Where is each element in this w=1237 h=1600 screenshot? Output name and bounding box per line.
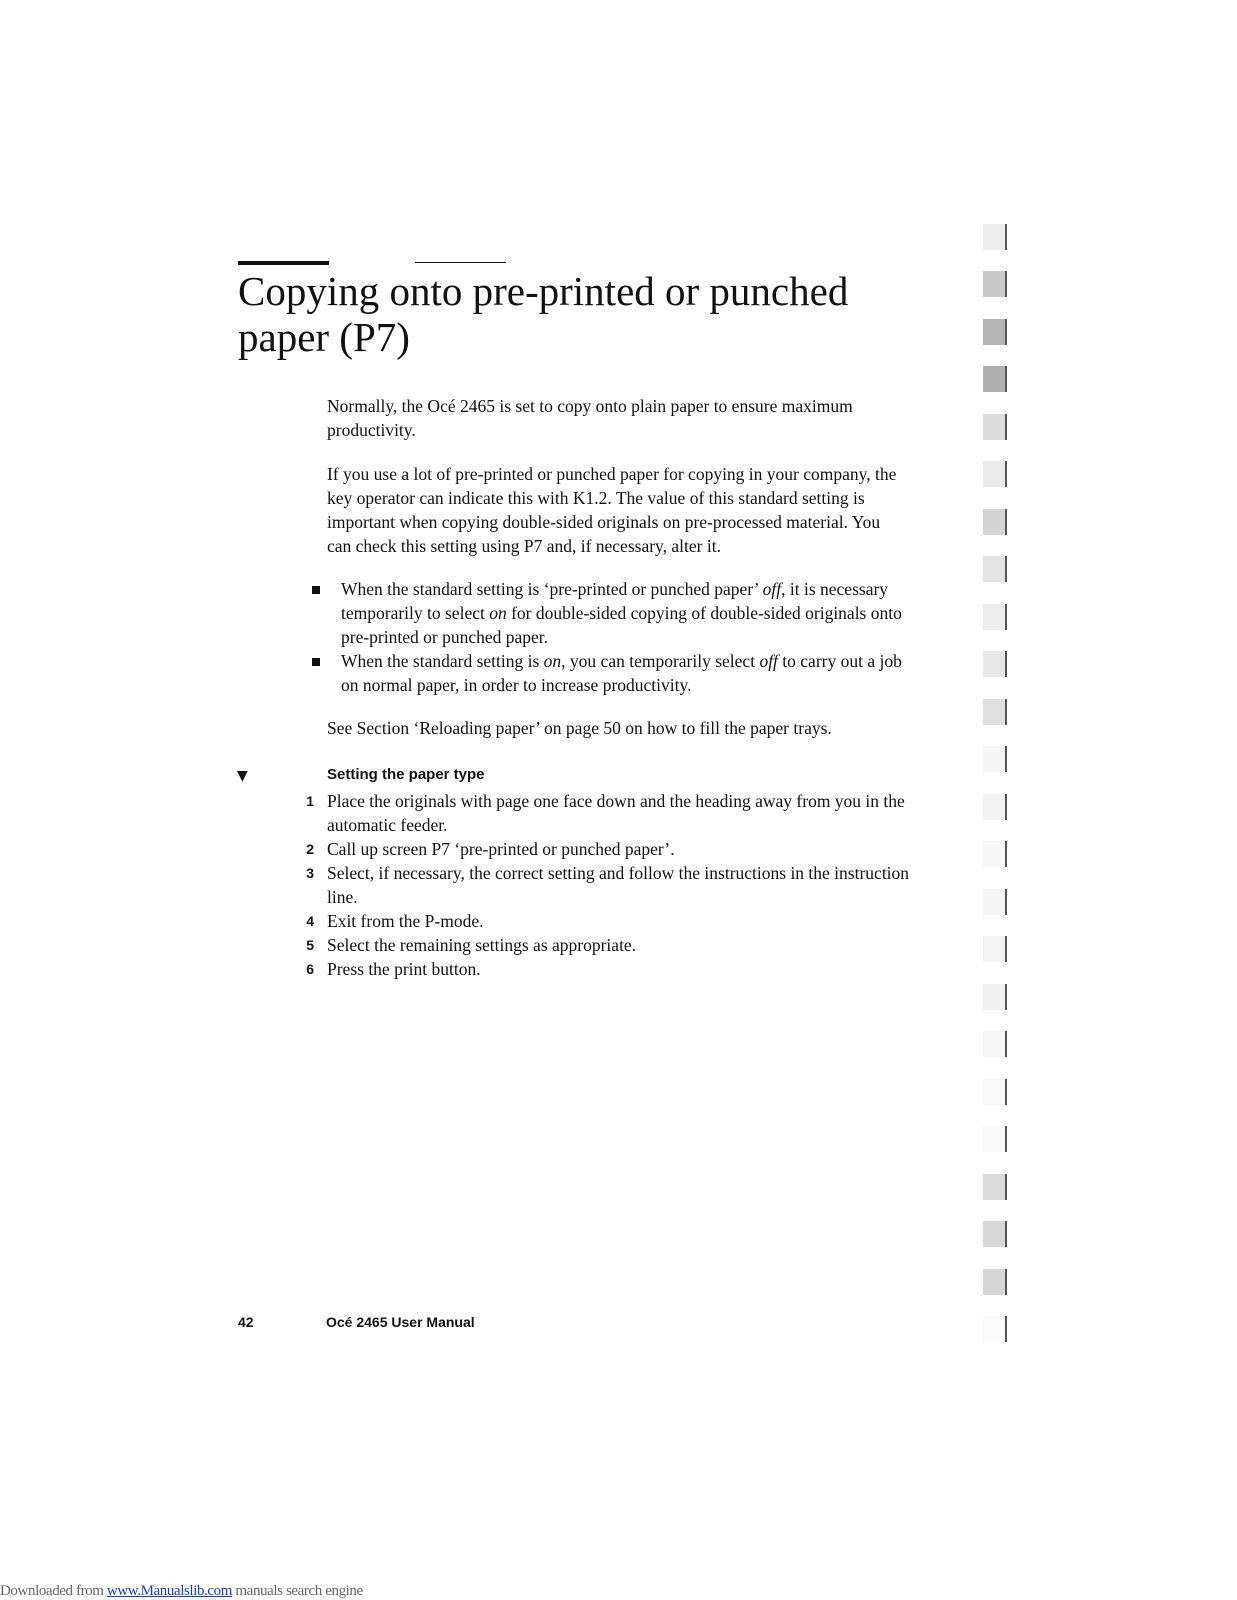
step-item [300, 789, 920, 837]
thumb-tab [983, 224, 1007, 250]
square-bullet-icon [312, 586, 320, 594]
step-item [300, 861, 920, 909]
step-text: Exit from the P-mode. [327, 911, 484, 931]
thumb-tab [983, 841, 1007, 867]
download-footer [0, 1582, 363, 1600]
key-operator-paragraph: If you use a lot of pre-printed or punched paper for copying in your company, the key operator can indicate this with K1.2. The value of this standard setting is important when copying double-sided originals on pre-processed material. You can check this setting using P7 and, if necessary, alter it. [327, 464, 897, 556]
thumb-tab [983, 604, 1007, 630]
thumb-tab [983, 1269, 1007, 1295]
thumb-tab [983, 984, 1007, 1010]
thumb-tab [983, 556, 1007, 582]
step-item [300, 957, 920, 981]
procedure-steps [300, 789, 920, 981]
bullet-text-before: When the standard setting is [341, 651, 544, 671]
thumb-tab [983, 319, 1007, 345]
download-prefix: Downloaded from [0, 1583, 107, 1599]
footer-manual-title: Océ 2465 User Manual [326, 1314, 475, 1330]
step-item [300, 933, 920, 957]
bullet-text-after: for double-sided copying of double-sided originals onto pre-printed or punched paper. [341, 603, 902, 647]
thumb-tab [983, 366, 1007, 392]
thumb-tab [983, 271, 1007, 297]
heading-rule-thin [415, 262, 506, 263]
procedure-title: Setting the paper type [327, 766, 485, 783]
bullet-list [312, 577, 912, 697]
thumb-tab [983, 936, 1007, 962]
bullet-text-before: When the standard setting is ‘pre-printed or punched paper’ [341, 579, 763, 599]
bullet-italic: off [759, 651, 778, 671]
square-bullet-icon [312, 658, 320, 666]
thumb-tab [983, 794, 1007, 820]
footer-page-number: 42 [238, 1314, 254, 1330]
thumb-tab [983, 414, 1007, 440]
manualslib-link[interactable]: www.Manualslib.com [106, 1583, 233, 1599]
bullet-item [312, 577, 912, 649]
bullet-text-middle: , you can temporarily select [561, 651, 760, 671]
thumb-tab [983, 651, 1007, 677]
step-text: Select, if necessary, the correct setting and follow the instructions in the instruction line. [327, 863, 910, 907]
step-text: Select the remaining settings as appropriate. [327, 935, 637, 955]
thumb-tab [983, 1221, 1007, 1247]
bullet-italic: on [489, 603, 507, 623]
thumb-tab [983, 1174, 1007, 1200]
step-number: 4 [306, 913, 314, 929]
thumb-tab [983, 1031, 1007, 1057]
thumb-index-tabs [983, 224, 1009, 1354]
thumb-tab [983, 699, 1007, 725]
see-section-paragraph: See Section ‘Reloading paper’ on page 50 on how to fill the paper trays. [327, 718, 832, 738]
page-title: Copying onto pre-printed or punched paper (P7) [238, 268, 849, 360]
thumb-tab [983, 1316, 1007, 1342]
step-text: Press the print button. [327, 959, 481, 979]
bullet-text-middle: , it is necessary temporarily to select [341, 579, 889, 623]
intro-paragraph: Normally, the Océ 2465 is set to copy onto plain paper to ensure maximum productivity. [327, 396, 853, 440]
thumb-tab [983, 746, 1007, 772]
step-item [300, 837, 920, 861]
step-number: 6 [306, 961, 314, 977]
step-item [300, 909, 920, 933]
bullet-text-after: to carry out a job on normal paper, in order to increase productivity. [341, 651, 902, 695]
thumb-tab [983, 1126, 1007, 1152]
step-number: 1 [306, 793, 314, 809]
thumb-tab [983, 889, 1007, 915]
download-suffix: manuals search engine [232, 1583, 363, 1599]
bullet-italic: on [543, 651, 562, 671]
bullet-italic: off [762, 579, 782, 599]
thumb-tab [983, 509, 1007, 535]
step-number: 5 [306, 937, 314, 953]
step-number: 3 [306, 865, 314, 881]
thumb-tab [983, 1079, 1007, 1105]
step-text: Call up screen P7 ‘pre-printed or punched paper’. [327, 839, 675, 859]
step-number: 2 [306, 841, 314, 857]
heading-rule-thick [238, 261, 329, 265]
thumb-tab [983, 461, 1007, 487]
bullet-item [312, 649, 912, 697]
step-text: Place the originals with page one face down and the heading away from you in the automatic feeder. [327, 791, 905, 835]
triangle-down-icon: ▼ [237, 768, 248, 784]
